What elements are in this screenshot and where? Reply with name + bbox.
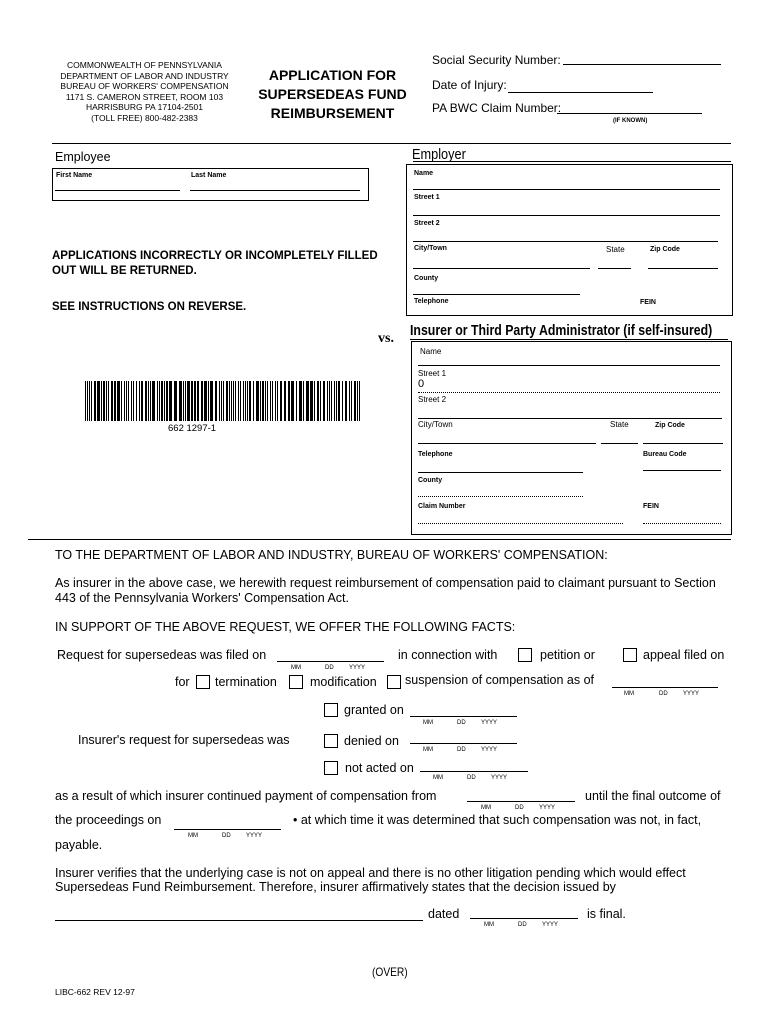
agency-line: DEPARTMENT OF LABOR AND INDUSTRY xyxy=(60,70,229,81)
title-line: APPLICATION FOR xyxy=(268,67,397,83)
barcode-bar xyxy=(131,381,132,421)
employee-heading: Employee xyxy=(55,150,111,164)
petition-label: petition or xyxy=(540,648,595,662)
claim-number-field[interactable] xyxy=(557,113,702,114)
barcode-bar xyxy=(306,381,309,421)
barcode-bar xyxy=(133,381,134,421)
agency-line: BUREAU OF WORKERS' COMPENSATION xyxy=(60,81,229,91)
to-department-line: TO THE DEPARTMENT OF LABOR AND INDUSTRY, BUREAU OF WORKERS' COMPENSATION: xyxy=(55,548,608,562)
date-of-injury-field[interactable] xyxy=(508,92,653,93)
date-hint-dd: DD xyxy=(222,833,231,839)
insurer-street2-field[interactable] xyxy=(418,418,722,419)
barcode-bar xyxy=(303,381,304,421)
barcode-bar xyxy=(327,381,328,421)
insurer-bureau-code-label: Bureau Code xyxy=(643,451,687,458)
versus-label: vs. xyxy=(378,331,394,346)
insurer-street2-label: Street 2 xyxy=(418,395,447,404)
barcode-bar xyxy=(185,381,186,421)
decision-date[interactable] xyxy=(470,918,578,919)
barcode-bar xyxy=(121,381,122,421)
barcode-bar xyxy=(128,381,129,421)
doi-label: Date of Injury: xyxy=(432,78,507,92)
denied-date[interactable] xyxy=(410,743,517,744)
date-hint-yyyy: YYYY xyxy=(481,720,498,726)
barcode-bar xyxy=(270,381,271,421)
verification-paragraph: Insurer verifies that the underlying case is not on appeal and there is no other litigation pending which would effect Supersedeas Fund Reimbursement. Therefore, insurer affirmatively states that the decision issued by xyxy=(55,866,686,894)
barcode-bar xyxy=(124,381,125,421)
barcode-bar xyxy=(126,381,127,421)
barcode-bar xyxy=(262,381,264,421)
employer-zip-field[interactable] xyxy=(648,268,718,269)
date-hint-mm: MM xyxy=(423,720,433,726)
insurer-zip-field[interactable] xyxy=(643,443,723,444)
barcode-bar xyxy=(103,381,105,421)
barcode-bar xyxy=(265,381,266,421)
barcode-bar xyxy=(179,381,182,421)
request-filed-date[interactable] xyxy=(277,661,384,662)
agency-line: COMMONWEALTH OF PENNSYLVANIA xyxy=(67,60,222,70)
barcode-bar xyxy=(101,381,102,421)
granted-label: granted on xyxy=(344,703,404,717)
in-connection-label: in connection with xyxy=(398,648,498,662)
header-divider xyxy=(52,143,731,144)
barcode-bar xyxy=(164,381,165,421)
payable-text: payable. xyxy=(55,838,103,852)
date-hint-yyyy: YYYY xyxy=(539,805,556,811)
insurer-request-label: Insurer's request for supersedeas was xyxy=(78,733,290,747)
barcode-bar xyxy=(317,381,319,421)
barcode-bar xyxy=(139,381,140,421)
barcode-bar xyxy=(291,381,294,421)
termination-checkbox[interactable] xyxy=(196,675,210,689)
date-hint-dd: DD xyxy=(457,720,466,726)
barcode-bar xyxy=(159,381,160,421)
date-hint-dd: DD xyxy=(467,775,476,781)
barcode-bar xyxy=(354,381,356,421)
barcode-bar xyxy=(148,381,149,421)
employer-telephone-label: Telephone xyxy=(414,298,449,305)
employer-fein-label: FEIN xyxy=(640,299,656,306)
date-hint-yyyy: YYYY xyxy=(542,922,559,928)
insurer-state-label: State xyxy=(610,420,629,429)
petition-checkbox[interactable] xyxy=(518,648,532,662)
suspension-checkbox[interactable] xyxy=(387,675,401,689)
employer-heading: Employer xyxy=(412,146,466,163)
modification-label: modification xyxy=(310,675,377,689)
barcode-bar xyxy=(334,381,335,421)
barcode-bar xyxy=(238,381,239,421)
employer-street2-label: Street 2 xyxy=(414,220,440,227)
title-line: REIMBURSEMENT xyxy=(270,105,395,121)
barcode-bar xyxy=(219,381,220,421)
barcode-bar xyxy=(323,381,325,421)
barcode-bar xyxy=(97,381,100,421)
date-hint-yyyy: YYYY xyxy=(683,691,700,697)
barcode-bar xyxy=(256,381,259,421)
date-hint-dd: DD xyxy=(515,805,524,811)
barcode-bar xyxy=(91,381,92,421)
insurer-street1-label: Street 1 xyxy=(418,369,447,378)
appeal-label: appeal filed on xyxy=(643,648,725,662)
date-hint-dd: DD xyxy=(659,691,668,697)
barcode-bar xyxy=(187,381,190,421)
barcode-bar xyxy=(85,381,86,421)
if-known-note: (IF KNOWN) xyxy=(613,118,648,124)
barcode-bar xyxy=(223,381,224,421)
insurer-street1-field[interactable] xyxy=(418,392,720,393)
barcode-bar xyxy=(197,381,199,421)
form-id: LIBC-662 REV 12-97 xyxy=(55,987,135,997)
over-label: (OVER) xyxy=(372,965,408,979)
insurer-zip-label: Zip Code xyxy=(655,422,685,429)
date-hint-yyyy: YYYY xyxy=(349,665,366,671)
date-hint-yyyy: YYYY xyxy=(246,833,263,839)
granted-checkbox[interactable] xyxy=(324,703,338,717)
instructions-notice: SEE INSTRUCTIONS ON REVERSE. xyxy=(52,301,247,313)
barcode-bar xyxy=(233,381,234,421)
claim-number-label: PA BWC Claim Number: xyxy=(432,101,562,115)
barcode-bar xyxy=(136,381,137,421)
insurer-claim-number-field[interactable] xyxy=(418,523,623,524)
barcode-bar xyxy=(108,381,109,421)
insurer-county-field[interactable] xyxy=(418,496,583,497)
first-name-label: First Name xyxy=(56,172,93,179)
date-hint-dd: DD xyxy=(457,747,466,753)
barcode-bar xyxy=(117,381,120,421)
title-line: SUPERSEDEAS FUND xyxy=(258,86,407,102)
barcode-bar xyxy=(208,381,209,421)
barcode-bar xyxy=(210,381,213,421)
barcode-bar xyxy=(183,381,184,421)
barcode-image xyxy=(85,381,360,421)
barcode-bar xyxy=(152,381,155,421)
barcode-bar xyxy=(288,381,290,421)
insurer-city-label: City/Town xyxy=(418,420,453,429)
for-label: for xyxy=(175,675,190,689)
barcode-bar xyxy=(114,381,116,421)
request-paragraph: As insurer in the above case, we herewith request reimbursement of compensation paid to claimant pursuant to Section 443 of the Pennsylvania Workers' Compensation Act. xyxy=(55,576,716,605)
barcode-bar xyxy=(351,381,352,421)
barcode-bar xyxy=(314,381,315,421)
insurer-bureau-code-field[interactable] xyxy=(643,470,721,471)
barcode-bar xyxy=(174,381,177,421)
at-which-time-text: • at which time it was determined that such compensation was not, in fact, xyxy=(293,813,702,827)
barcode-bar xyxy=(235,381,236,421)
employer-heading-rule xyxy=(413,161,731,162)
result-label: as a result of which insurer continued payment of compensation from xyxy=(55,789,437,803)
request-filed-label: Request for supersedeas was filed on xyxy=(57,648,267,662)
form-title xyxy=(245,66,420,123)
date-hint-mm: MM xyxy=(481,805,491,811)
last-name-label: Last Name xyxy=(191,172,227,179)
barcode-bar xyxy=(349,381,350,421)
barcode-bar xyxy=(141,381,143,421)
employer-county-field[interactable] xyxy=(413,294,580,295)
insurer-heading-rule xyxy=(410,339,728,340)
continued-payment-date[interactable] xyxy=(467,801,575,802)
date-hint-mm: MM xyxy=(624,691,634,697)
insurer-name-label: Name xyxy=(420,347,442,356)
body-divider xyxy=(28,539,731,540)
barcode-bar xyxy=(342,381,343,421)
barcode-bar xyxy=(296,381,297,421)
barcode-bar xyxy=(87,381,88,421)
barcode-bar xyxy=(145,381,147,421)
barcode-bar xyxy=(111,381,113,421)
employer-street1-field[interactable] xyxy=(413,215,720,216)
barcode-bar xyxy=(267,381,268,421)
barcode-bar xyxy=(336,381,337,421)
barcode-bar xyxy=(331,381,332,421)
barcode-bar xyxy=(201,381,203,421)
barcode-bar xyxy=(299,381,302,421)
barcode-number: 662 1297-1 xyxy=(168,423,217,434)
barcode-bar xyxy=(280,381,282,421)
date-hint-yyyy: YYYY xyxy=(481,747,498,753)
barcode-bar xyxy=(260,381,261,421)
barcode-bar xyxy=(221,381,222,421)
barcode-bar xyxy=(94,381,96,421)
barcode-bar xyxy=(338,381,340,421)
barcode-bar xyxy=(150,381,151,421)
not-acted-label: not acted on xyxy=(345,761,414,775)
proceedings-date[interactable] xyxy=(174,829,281,830)
date-hint-dd: DD xyxy=(325,665,334,671)
ssn-label: Social Security Number: xyxy=(432,53,561,67)
employer-city-field[interactable] xyxy=(413,268,590,269)
date-hint-mm: MM xyxy=(188,833,198,839)
barcode-bar xyxy=(169,381,172,421)
barcode-bar xyxy=(161,381,163,421)
agency-line: (TOLL FREE) 800-482-2383 xyxy=(91,112,198,123)
insurer-telephone-label: Telephone xyxy=(418,451,453,458)
date-hint-mm: MM xyxy=(433,775,443,781)
employer-street1-label: Street 1 xyxy=(414,194,440,201)
suspension-date[interactable] xyxy=(612,687,718,688)
date-hint-yyyy: YYYY xyxy=(491,775,508,781)
insurer-state-field[interactable] xyxy=(601,443,638,444)
employer-name-field[interactable] xyxy=(413,189,720,190)
incorrect-notice: APPLICATIONS INCORRECTLY OR INCOMPLETELY FILLED OUT WILL BE RETURNED. xyxy=(52,250,378,277)
barcode-bar xyxy=(215,381,217,421)
barcode-bar xyxy=(191,381,193,421)
barcode-bar xyxy=(231,381,232,421)
dated-label: dated xyxy=(428,907,460,921)
support-heading: IN SUPPORT OF THE ABOVE REQUEST, WE OFFER THE FOLLOWING FACTS: xyxy=(55,620,516,634)
date-hint-mm: MM xyxy=(484,922,494,928)
barcode-bar xyxy=(194,381,196,421)
agency-line: 1171 S. CAMERON STREET, ROOM 103 xyxy=(65,91,224,102)
modification-checkbox[interactable] xyxy=(289,675,303,689)
insurer-telephone-field[interactable] xyxy=(418,472,583,473)
barcode-bar xyxy=(284,381,286,421)
barcode-bar xyxy=(243,381,244,421)
is-final-label: is final. xyxy=(587,907,626,921)
insurer-street1-value[interactable]: 0 xyxy=(418,378,425,390)
ssn-field[interactable] xyxy=(563,64,721,65)
employer-street2-field[interactable] xyxy=(413,241,718,242)
date-hint-mm: MM xyxy=(291,665,301,671)
employer-state-label: State xyxy=(606,245,625,254)
employer-county-label: County xyxy=(414,275,439,282)
date-hint-dd: DD xyxy=(518,922,527,928)
employer-city-label: City/Town xyxy=(414,245,447,252)
barcode-bar xyxy=(345,381,347,421)
insurer-city-field[interactable] xyxy=(418,443,596,444)
last-name-field[interactable] xyxy=(190,190,360,191)
barcode-bar xyxy=(229,381,230,421)
barcode-bar xyxy=(226,381,228,421)
not-acted-date[interactable] xyxy=(420,771,528,772)
insurer-fein-label: FEIN xyxy=(643,503,659,510)
barcode-bar xyxy=(247,381,248,421)
insurer-name-field[interactable] xyxy=(418,365,720,366)
date-hint-mm: MM xyxy=(423,747,433,753)
employer-zip-label: Zip Code xyxy=(650,246,680,253)
barcode-bar xyxy=(204,381,207,421)
barcode-bar xyxy=(277,381,278,421)
granted-date[interactable] xyxy=(410,716,517,717)
denied-label: denied on xyxy=(344,734,399,748)
barcode-bar xyxy=(106,381,107,421)
barcode-bar xyxy=(359,381,360,421)
barcode-bar xyxy=(249,381,251,421)
barcode-bar xyxy=(272,381,273,421)
agency-line: HARRISBURG PA 17104-2501 xyxy=(85,102,203,112)
proceedings-label: the proceedings on xyxy=(55,813,162,827)
first-name-field[interactable] xyxy=(55,190,180,191)
agency-address xyxy=(52,60,237,123)
barcode-bar xyxy=(310,381,313,421)
insurer-fein-field[interactable] xyxy=(643,523,721,524)
barcode-bar xyxy=(240,381,241,421)
barcode-bar xyxy=(157,381,158,421)
barcode-bar xyxy=(329,381,330,421)
suspension-label: suspension of compensation as of xyxy=(405,673,595,687)
barcode-bar xyxy=(320,381,321,421)
decision-issuer-field[interactable] xyxy=(55,920,423,921)
employer-name-label: Name xyxy=(414,170,434,177)
barcode-bar xyxy=(166,381,168,421)
barcode-bar xyxy=(245,381,246,421)
denied-checkbox[interactable] xyxy=(324,734,338,748)
until-label: until the final outcome of xyxy=(585,789,721,803)
insurer-heading: Insurer or Third Party Administrator (if self-insured) xyxy=(410,323,713,339)
appeal-checkbox[interactable] xyxy=(623,648,637,662)
termination-label: termination xyxy=(215,675,277,689)
barcode-bar xyxy=(357,381,358,421)
barcode-bar xyxy=(253,381,254,421)
insurer-claim-number-label: Claim Number xyxy=(418,503,466,510)
barcode-bar xyxy=(275,381,276,421)
not-acted-checkbox[interactable] xyxy=(324,761,338,775)
employer-state-field[interactable] xyxy=(598,268,631,269)
insurer-county-label: County xyxy=(418,477,443,484)
barcode-bar xyxy=(89,381,90,421)
